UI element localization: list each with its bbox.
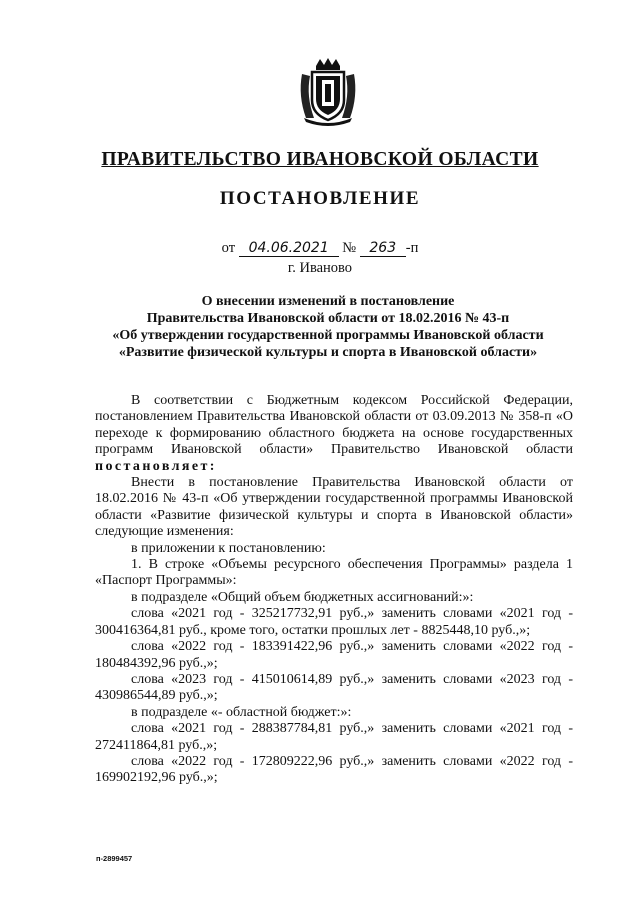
document-subject — [88, 293, 568, 361]
paragraph: слова «2023 год - 415010614,89 руб.,» заменить словами «2023 год - 430986544,89 руб.,»; — [95, 671, 573, 704]
date-prefix: от — [221, 240, 236, 256]
paragraph: слова «2021 год - 325217732,91 руб.,» заменить словами «2021 год - 300416364,81 руб., кроме того, остатки прошлых лет - 8825448,10 руб.,»; — [95, 606, 573, 638]
city-label: г. Иваново — [287, 260, 353, 276]
paragraph-text: В соответствии с Бюджетным кодексом Российской Федерации, постановлением Правительства Ивановской области от 03.09.2013 № 358-п «О переходе к формированию областного бюджета на основе государственных программ Ивановской области» Правительство Ивановской области — [95, 393, 573, 458]
document-body — [95, 393, 573, 787]
subject-line: «Об утверждении государственной программы Ивановской области — [112, 328, 544, 343]
handwritten-date: 04.06.2021 — [239, 241, 339, 257]
paragraph: 1. В строке «Объемы ресурсного обеспечения Программы» раздела 1 «Паспорт Программы»: — [95, 557, 573, 589]
paragraph: Внести в постановление Правительства Ивановской области от 18.02.2016 № 43-п «Об утверждении государственной программы Ивановской области «Развитие физической культуры и спорта в Ивановской области» следующие изменения: — [95, 475, 573, 540]
paragraph: слова «2021 год - 288387784,81 руб.,» заменить словами «2021 год - 272411864,81 руб.,»; — [95, 721, 573, 753]
paragraph — [95, 393, 573, 475]
paragraph: в подразделе «- областной бюджет:»: — [131, 704, 352, 720]
subject-line: «Развитие физической культуры и спорта в Ивановской области» — [118, 345, 538, 360]
resolves-word: постановляет: — [95, 458, 217, 474]
number-suffix: -п — [405, 240, 419, 256]
government-title: ПРАВИТЕЛЬСТВО ИВАНОВСКОЙ ОБЛАСТИ — [101, 149, 539, 170]
paragraph: слова «2022 год - 172809222,96 руб.,» заменить словами «2022 год - 169902192,96 руб.,»; — [95, 753, 573, 786]
subject-line: О внесении изменений в постановление — [201, 294, 455, 309]
document-code: п-2899457 — [96, 854, 133, 863]
document-type-title: ПОСТАНОВЛЕНИЕ — [219, 188, 421, 209]
subject-line: Правительства Ивановской области от 18.02.2016 № 43-п — [146, 311, 510, 326]
paragraph: в приложении к постановлению: — [131, 540, 326, 556]
paragraph: в подразделе «Общий объем бюджетных ассигнований:»: — [131, 589, 474, 605]
date-number-line — [0, 240, 640, 257]
paragraph: слова «2022 год - 183391422,96 руб.,» заменить словами «2022 год - 180484392,96 руб.,»; — [95, 639, 573, 671]
number-sign: № — [342, 240, 357, 256]
coat-of-arms-emblem — [296, 56, 360, 126]
handwritten-number: 263 — [360, 241, 406, 257]
